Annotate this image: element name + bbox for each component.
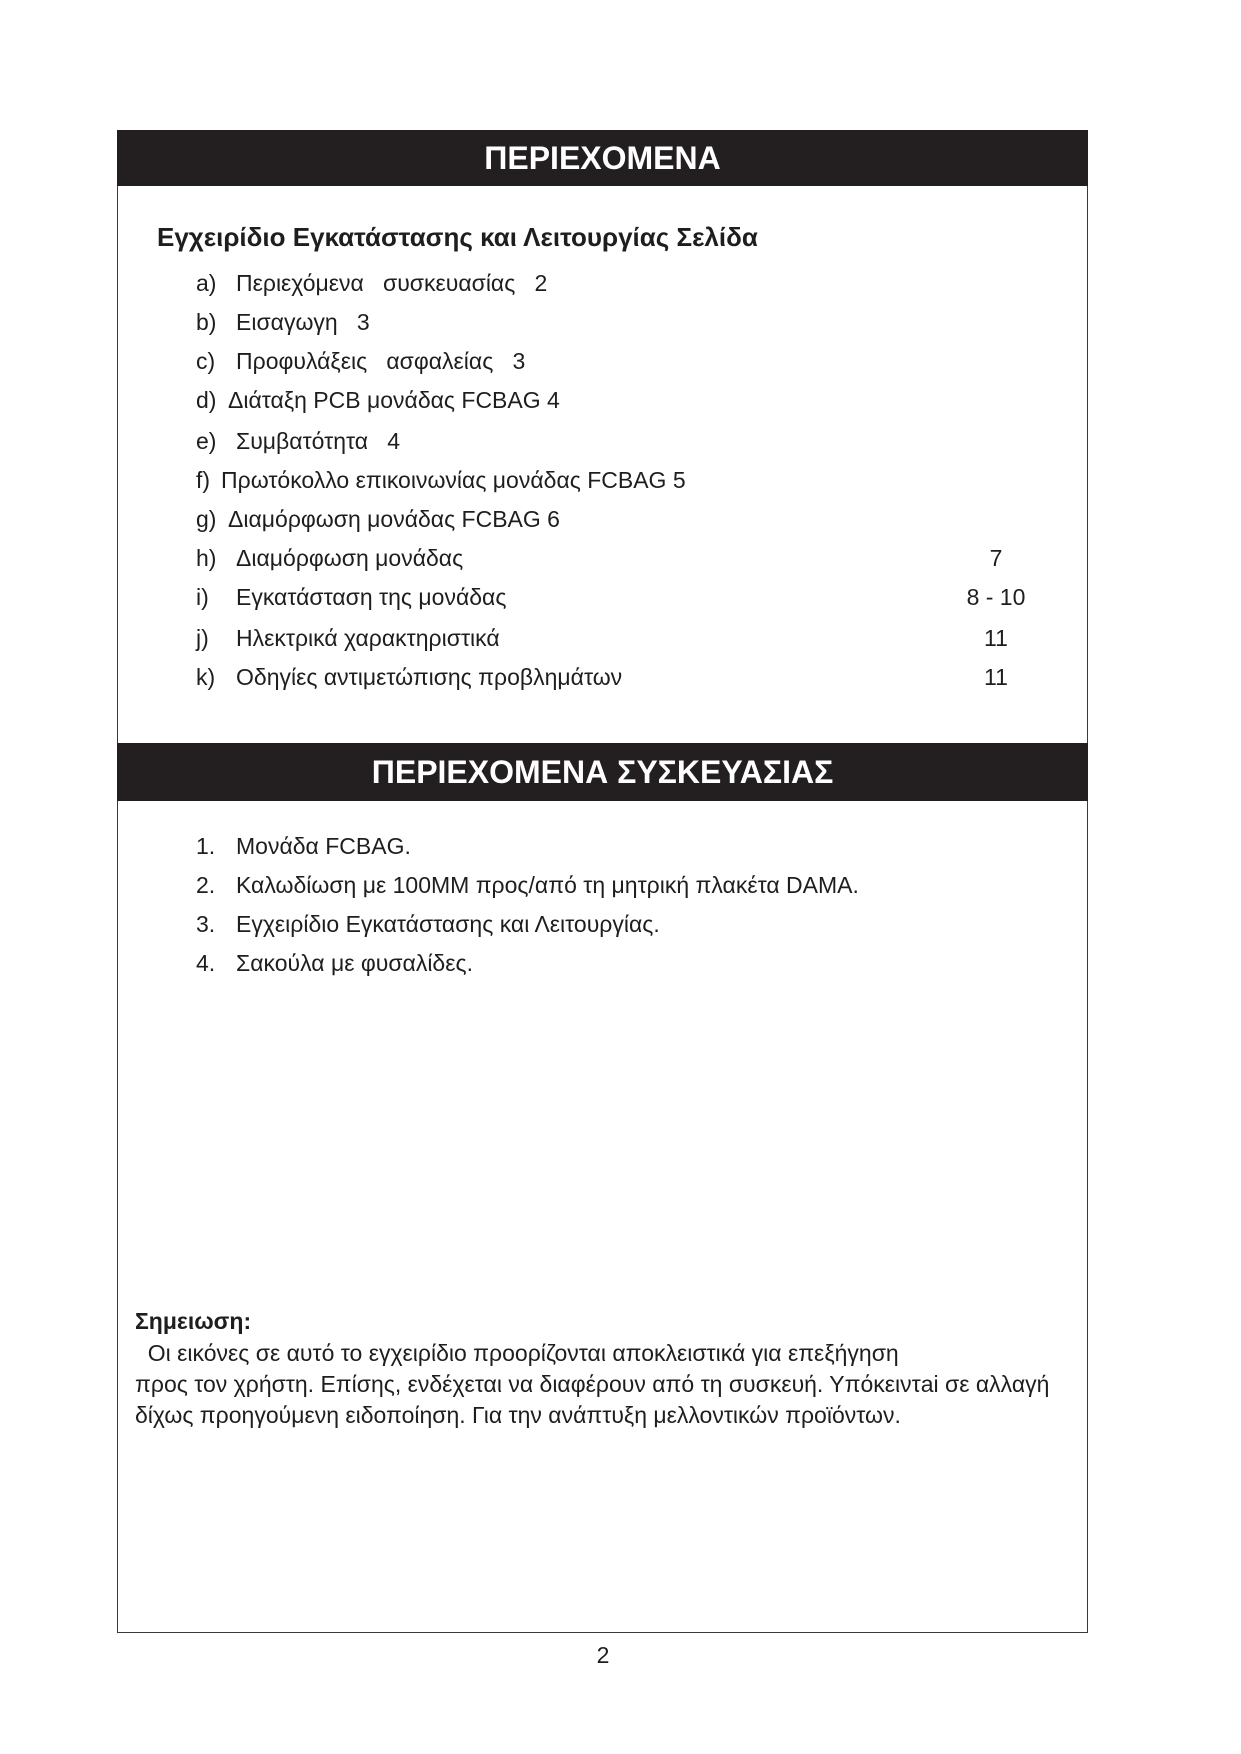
toc-row [196, 385, 1036, 415]
toc-title: Εισαγωγη 3 [236, 309, 370, 335]
note-line: προς τον χρήστη. Επίσης, ενδέχεται να διαφέρουν από τη συσκευή. Υπόκειντai σε αλλαγή [135, 1371, 1050, 1397]
toc-row [196, 623, 1036, 653]
toc-row [196, 346, 1036, 376]
toc-letter: h) [196, 545, 217, 571]
toc-row [196, 426, 1036, 456]
toc-page: 11 [984, 664, 1008, 690]
note-line: Οι εικόνες σε αυτό το εγχειρίδιο προορίζονται αποκλειστικά για επεξήγηση [135, 1340, 899, 1366]
toc-row [196, 543, 1036, 573]
package-item-text: Μονάδα FCBAG. [236, 833, 411, 859]
toc-title: Πρωτόκολλο επικοινωνίας μονάδας FCBAG 5 [221, 467, 686, 493]
toc-letter: c) [196, 348, 216, 374]
toc-title: Συμβατότητα 4 [236, 428, 401, 454]
toc-page: 8 - 10 [966, 584, 1026, 610]
package-item-text: Εγχειρίδιο Εγκατάστασης και Λειτουργίας. [236, 911, 660, 937]
toc-title: Περιεχόμενα συσκευασίας 2 [236, 270, 548, 296]
toc-row [196, 662, 1036, 692]
toc-page: 11 [984, 625, 1008, 651]
toc-letter: d) [196, 387, 217, 413]
contents-header: ΠΕΡΙΕΧΟΜΕΝΑ [117, 130, 1088, 186]
package-item-number: 4. [196, 950, 216, 976]
toc-row [196, 268, 1036, 298]
package-item-text: Σακούλα με φυσαλίδες. [236, 950, 473, 976]
toc-letter: i) [196, 584, 209, 610]
note-line: δίχως προηγούμενη ειδοποίηση. Για την ανάπτυξη μελλοντικών προϊόντων. [135, 1402, 901, 1428]
toc-title: Οδηγίες αντιμετώπισης προβλημάτων [236, 664, 623, 690]
toc-row [196, 582, 1036, 612]
toc-row [196, 307, 1036, 337]
toc-letter: e) [196, 428, 217, 454]
toc-heading: Εγχειρίδιο Εγκατάστασης και Λειτουργίας Σελίδα [157, 222, 758, 252]
toc-title: Ηλεκτρικά χαρακτηριστικά [236, 625, 500, 651]
toc-title: Διαμόρφωση μονάδας [236, 545, 464, 571]
package-item-number: 2. [196, 872, 216, 898]
toc-letter: a) [196, 270, 217, 296]
note-title: Σημειωση: [135, 1308, 252, 1334]
toc-title: Προφυλάξεις ασφαλείας 3 [236, 348, 526, 374]
toc-row [196, 504, 1036, 534]
toc-letter: f) [196, 467, 211, 493]
page-number: 2 [596, 1642, 610, 1668]
package-header: ΠΕΡΙΕΧΟΜΕΝΑ ΣΥΣΚΕΥΑΣΙΑΣ [117, 743, 1088, 801]
toc-letter: k) [196, 664, 216, 690]
note-body [135, 1338, 1070, 1431]
toc-title: Εγκατάσταση της μονάδας [236, 584, 507, 610]
toc-row [196, 465, 1036, 495]
package-item-number: 1. [196, 833, 216, 859]
toc-title: Διάταξη PCB μονάδας FCBAG 4 [228, 387, 560, 413]
toc-letter: j) [196, 625, 209, 651]
toc-title: Διαμόρφωση μονάδας FCBAG 6 [228, 506, 560, 532]
toc-letter: g) [196, 506, 217, 532]
package-item-number: 3. [196, 911, 216, 937]
toc-letter: b) [196, 309, 217, 335]
package-item-text: Καλωδίωση με 100MM προς/από τη μητρική πλακέτα DAMA. [236, 872, 859, 898]
toc-page: 7 [989, 545, 1003, 571]
